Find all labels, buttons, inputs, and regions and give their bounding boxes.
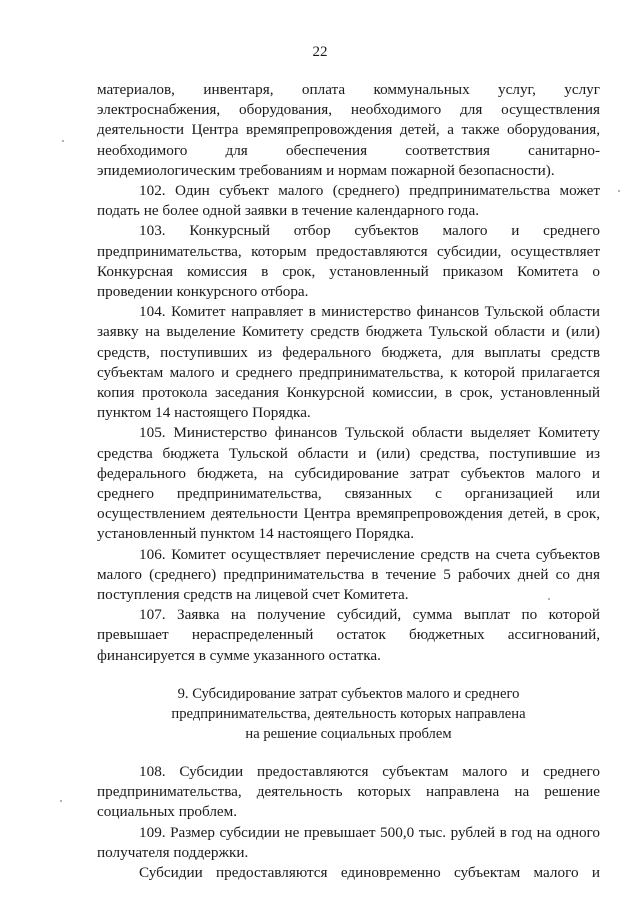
paragraph-106: 106. Комитет осуществляет перечисление средств на счета субъектов малого (среднего) предпринимательства в течение 5 рабочих дней со дня поступления средств на лицевой счет Комитета. xyxy=(97,545,600,604)
paragraph-102: 102. Один субъект малого (среднего) предпринимательства может подать не более одной заявки в течение календарного года. xyxy=(97,182,600,220)
paragraph-103: 103. Конкурсный отбор субъектов малого и среднего предпринимательства, которым предоставляются субсидии, осуществляет Конкурсная комиссия в срок, установленный приказом Комитета о проведении конкурсного отбора. xyxy=(97,222,600,301)
section-heading xyxy=(97,684,600,744)
paragraph-105: 105. Министерство финансов Тульской области выделяет Комитету средства бюджета Тульской области и (или) средства, поступившие из федерального бюджета, на субсидирование затрат субъектов малого и среднего предпринимательства, связанных с организацией или осуществлением деятельности Центра времяпрепровождения детей, в срок, установленный пунктом 14 настоящего Порядка. xyxy=(97,424,600,543)
scan-speck xyxy=(60,800,62,802)
document-body xyxy=(97,80,600,883)
section-heading-line: на решение социальных проблем xyxy=(245,725,452,742)
scan-speck xyxy=(548,598,550,600)
section-heading-line: предпринимательства, деятельность которых направлена xyxy=(171,705,526,722)
section-heading-line: 9. Субсидирование затрат субъектов малого и среднего xyxy=(177,685,520,702)
paragraph-continuation: материалов, инвентаря, оплата коммунальных услуг, услуг электроснабжения, оборудования, необходимого для осуществления деятельности Центра времяпрепровождения детей, а также оборудования, необходимого для обеспечения соответствия санитарно-эпидемиологическим требованиям и нормам пожарной безопасности). xyxy=(97,81,600,179)
scan-speck xyxy=(62,140,64,142)
scan-speck xyxy=(618,190,620,192)
page-number: 22 xyxy=(312,44,328,60)
paragraph-104: 104. Комитет направляет в министерство финансов Тульской области заявку на выделение Комитету средств бюджета Тульской области и (или) средств, поступивших из федерального бюджета, для выплаты средств субъектам малого и среднего предпринимательства, к которой прилагается копия протокола заседания Конкурсной комиссии, в срок, установленный пунктом 14 настоящего Порядка. xyxy=(97,303,600,422)
paragraph-108: 108. Субсидии предоставляются субъектам малого и среднего предпринимательства, деятельность которых направлена на решение социальных проблем. xyxy=(97,762,600,821)
paragraph-109: 109. Размер субсидии не превышает 500,0 тыс. рублей в год на одного получателя поддержки. xyxy=(97,823,600,861)
paragraph-subsidy-start: Субсидии предоставляются единовременно субъектам малого и xyxy=(139,863,600,881)
paragraph-107: 107. Заявка на получение субсидий, сумма выплат по которой превышает нераспределенный остаток бюджетных ассигнований, финансируется в сумме указанного остатка. xyxy=(97,606,600,664)
